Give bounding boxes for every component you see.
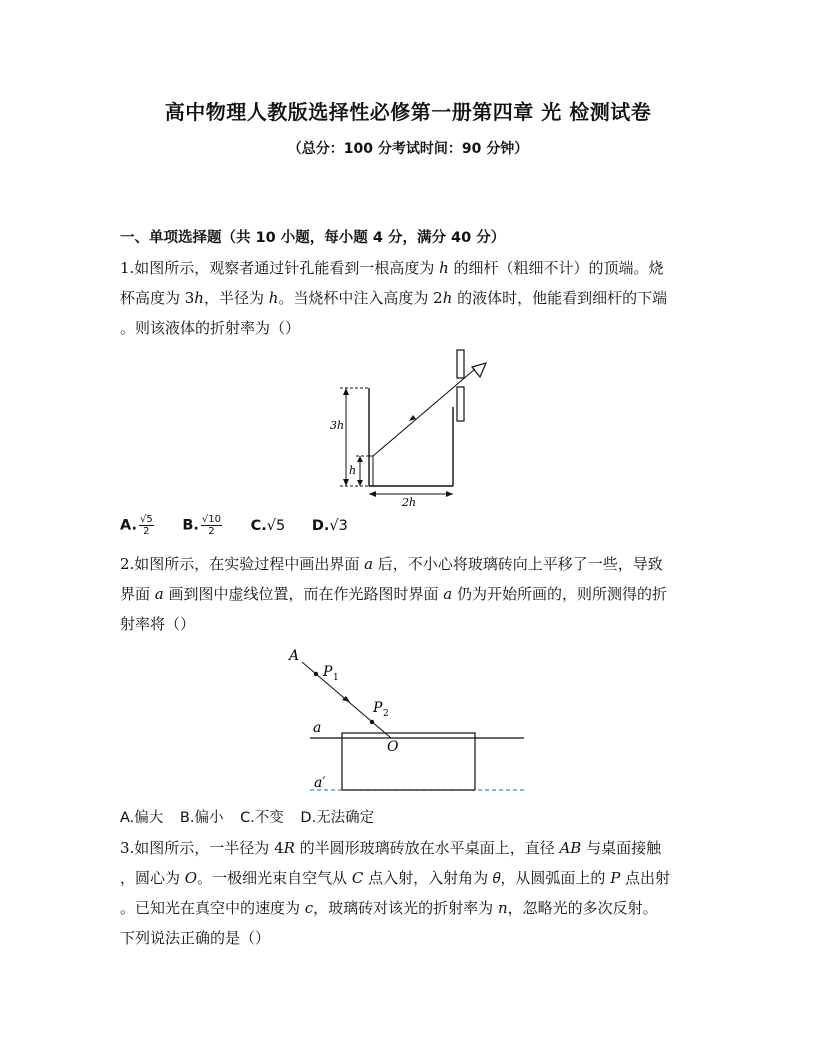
- option-b-fraction: [201, 514, 222, 537]
- question-1-stem: [120, 253, 700, 343]
- option-b-label: B.: [182, 517, 199, 534]
- option-d[interactable]: [312, 518, 348, 534]
- label-h: h: [349, 464, 357, 477]
- option-a[interactable]: [120, 514, 156, 537]
- label-3h: 3h: [330, 419, 345, 432]
- question-3-line: ，圆心为 𝑂。一极细光束自空气从 𝐶 点入射，入射角为 𝜃，从圆弧面上的 𝑃 点出射: [120, 869, 671, 887]
- label-O: O: [387, 739, 399, 755]
- screen-lower: [457, 387, 464, 421]
- question-1-line: 杯高度为 3ℎ，半径为 ℎ。当烧杯中注入高度为 2ℎ 的液体时，他能看到细杆的下端: [120, 289, 668, 307]
- label-P2: P: [373, 700, 383, 716]
- question-1-figure: [320, 345, 500, 510]
- question-2-options: [120, 806, 386, 827]
- option-b[interactable]: B.偏小: [179, 810, 224, 826]
- option-d-label: D.: [311, 517, 330, 534]
- option-d-value: √3: [329, 517, 348, 534]
- glass-block: [342, 733, 475, 790]
- label-P1: P: [323, 664, 333, 680]
- option-c-label: C.: [250, 517, 267, 534]
- label-a: a: [313, 720, 322, 736]
- page-title: 高中物理人教版选择性必修第一册第四章 光 检测试卷: [164, 100, 652, 124]
- label-P1-sub: 1: [333, 673, 339, 683]
- light-ray: [373, 369, 475, 456]
- option-a-label: A.: [120, 517, 137, 534]
- question-2-line: 射率将（）: [120, 615, 196, 633]
- question-2-line: 界面 𝑎 画到图中虚线位置，而在作光路图时界面 𝑎 仍为开始所画的，则所测得的折: [120, 585, 667, 603]
- option-a[interactable]: A.偏大: [120, 810, 164, 826]
- question-2-stem: [120, 549, 700, 639]
- question-3-line: 下列说法正确的是（）: [120, 929, 271, 947]
- question-2-figure: [280, 640, 530, 800]
- option-c[interactable]: [251, 518, 286, 534]
- option-b[interactable]: [182, 514, 224, 537]
- label-2h: 2h: [402, 496, 417, 509]
- section-heading: 一、单项选择题（共 10 小题，每小题 4 分，满分 40 分）: [120, 230, 506, 246]
- option-d[interactable]: D.无法确定: [300, 810, 375, 826]
- label-P2-sub: 2: [383, 709, 389, 719]
- screen-upper: [457, 350, 464, 378]
- question-3-line: 。已知光在真空中的速度为 𝑐，玻璃砖对该光的折射率为 𝑛，忽略光的多次反射。: [120, 899, 658, 917]
- exam-info: （总分：100 分考试时间：90 分钟）: [287, 141, 529, 157]
- option-a-denominator: 2: [143, 526, 150, 537]
- label-A: A: [289, 648, 300, 664]
- option-c-value: √5: [266, 517, 286, 534]
- option-a-fraction: [139, 514, 154, 537]
- question-1-line: 。则该液体的折射率为（）: [120, 319, 301, 337]
- option-a-numerator: √5: [140, 514, 153, 525]
- question-2-line: 2.如图所示，在实验过程中画出界面 𝑎 后，不小心将玻璃砖向上平移了一些，导致: [120, 555, 663, 573]
- question-1-line: 1.如图所示，观察者通过针孔能看到一根高度为 ℎ 的细杆（粗细不计）的顶端。烧: [120, 259, 664, 277]
- pin-p1: [314, 672, 318, 676]
- option-b-numerator: √10: [201, 514, 222, 525]
- question-3-stem: [120, 833, 700, 953]
- pin-p2: [370, 720, 374, 724]
- question-3-line: 3.如图所示，一半径为 4𝑅 的半圆形玻璃砖放在水平桌面上，直径 𝐴𝐵 与桌面接触: [120, 839, 662, 857]
- option-b-denominator: 2: [208, 526, 215, 537]
- option-c[interactable]: C.不变: [240, 810, 284, 826]
- label-a-prime: a′: [314, 775, 326, 791]
- question-1-options: [120, 514, 370, 537]
